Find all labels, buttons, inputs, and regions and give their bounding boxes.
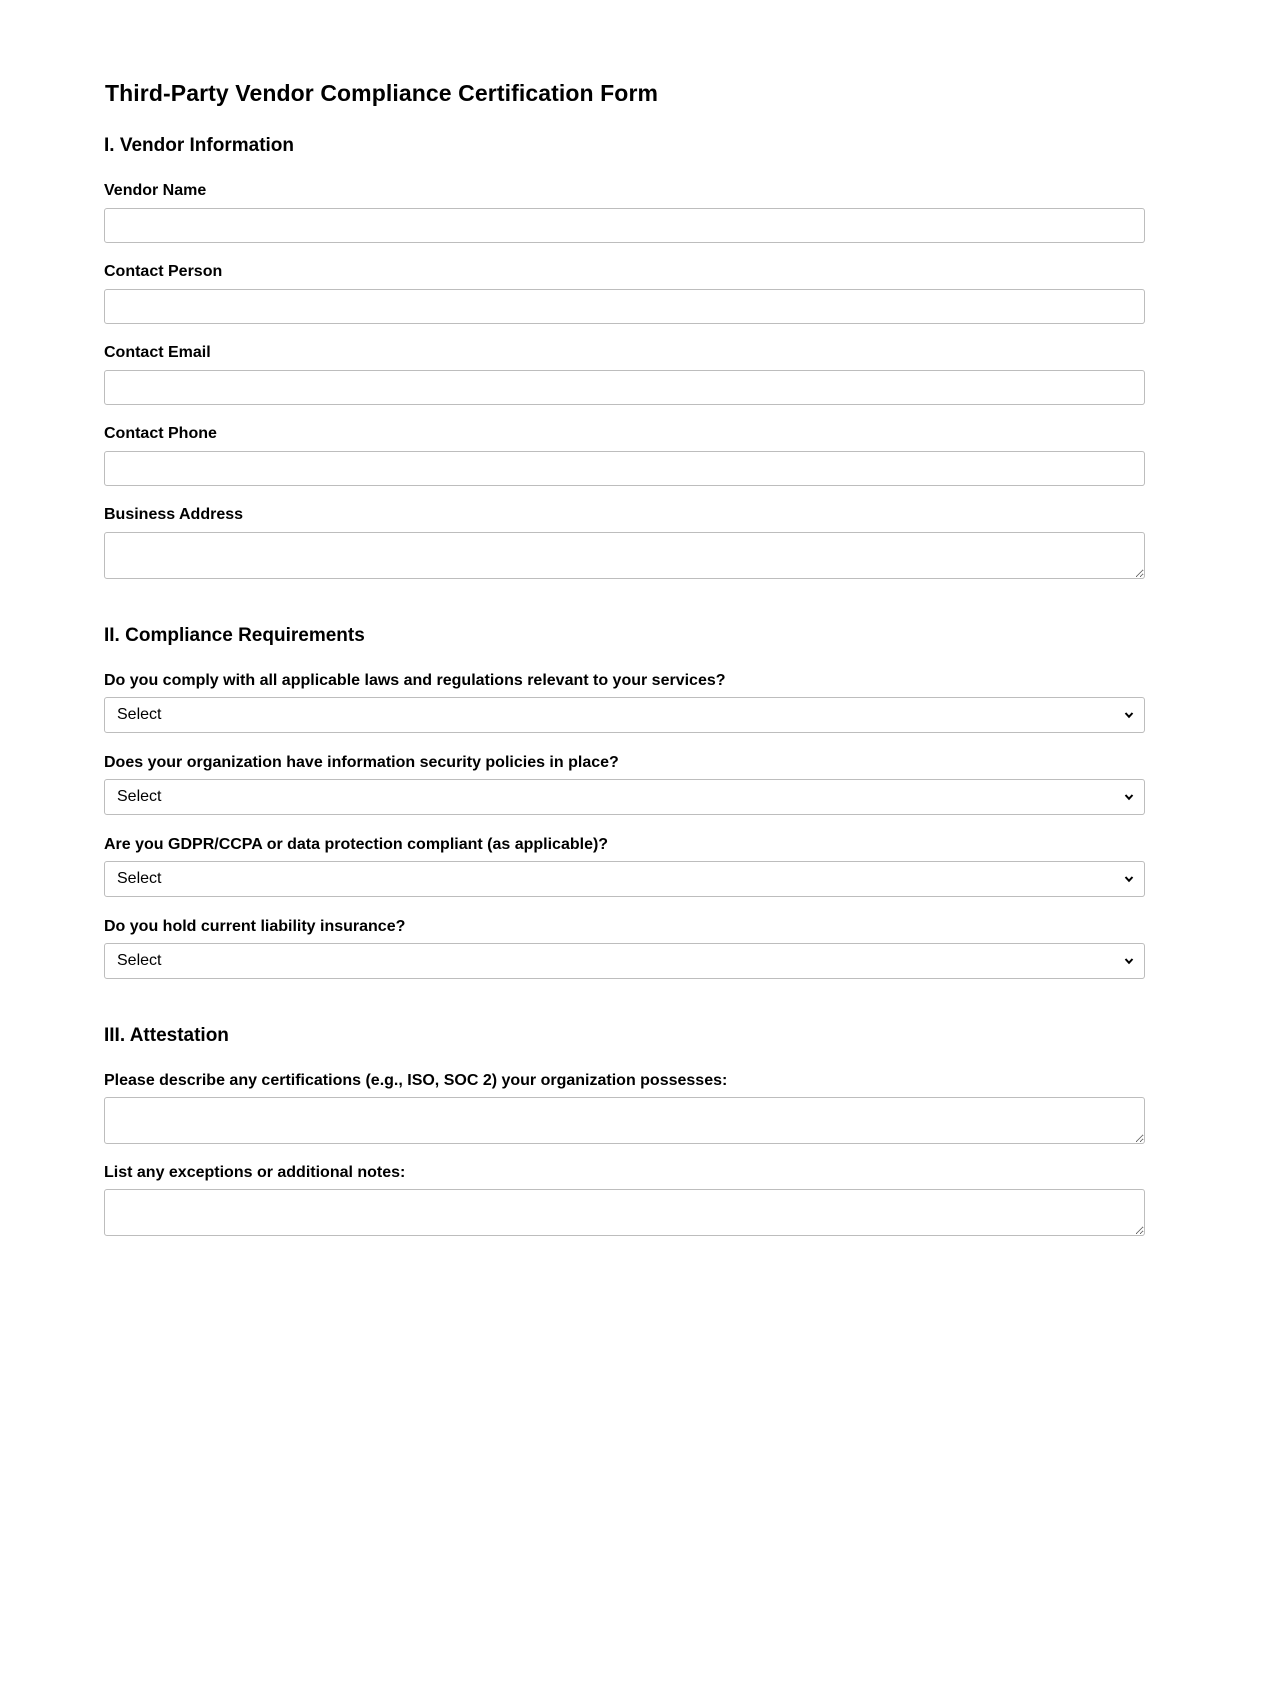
chevron-down-icon [1123, 791, 1135, 803]
notes-textarea[interactable] [104, 1189, 1145, 1236]
certifications-textarea[interactable] [104, 1097, 1145, 1144]
select-value: Select [117, 706, 162, 723]
select-value: Select [117, 952, 162, 969]
business-address-label: Business Address [104, 506, 244, 523]
liability-insurance-select[interactable] [104, 943, 1145, 979]
chevron-down-icon [1123, 873, 1135, 885]
select-value: Select [117, 870, 162, 887]
section-heading-compliance-requirements: II. Compliance Requirements [104, 625, 365, 646]
data-protection-select[interactable] [104, 861, 1145, 897]
contact-email-input[interactable] [104, 370, 1145, 405]
chevron-down-icon [1123, 709, 1135, 721]
business-address-textarea[interactable] [104, 532, 1145, 579]
certifications-label: Please describe any certifications (e.g., ISO, SOC 2) your organization possesses: [104, 1072, 728, 1089]
contact-person-label: Contact Person [104, 263, 223, 280]
select-value: Select [117, 788, 162, 805]
vendor-name-label: Vendor Name [104, 182, 207, 199]
contact-person-input[interactable] [104, 289, 1145, 324]
security-policies-select[interactable] [104, 779, 1145, 815]
vendor-name-input[interactable] [104, 208, 1145, 243]
compliance-question-label: Do you hold current liability insurance? [104, 918, 406, 935]
section-heading-vendor-information: I. Vendor Information [104, 135, 295, 156]
compliance-question-label: Does your organization have information security policies in place? [104, 754, 619, 771]
page-title: Third-Party Vendor Compliance Certification Form [105, 80, 659, 106]
chevron-down-icon [1123, 955, 1135, 967]
notes-label: List any exceptions or additional notes: [104, 1164, 406, 1181]
compliance-laws-select[interactable] [104, 697, 1145, 733]
contact-phone-input[interactable] [104, 451, 1145, 486]
contact-email-label: Contact Email [104, 344, 211, 361]
compliance-question-label: Do you comply with all applicable laws and regulations relevant to your services? [104, 672, 726, 689]
compliance-question-label: Are you GDPR/CCPA or data protection compliant (as applicable)? [104, 836, 609, 853]
contact-phone-label: Contact Phone [104, 425, 217, 442]
section-heading-attestation: III. Attestation [104, 1025, 229, 1046]
